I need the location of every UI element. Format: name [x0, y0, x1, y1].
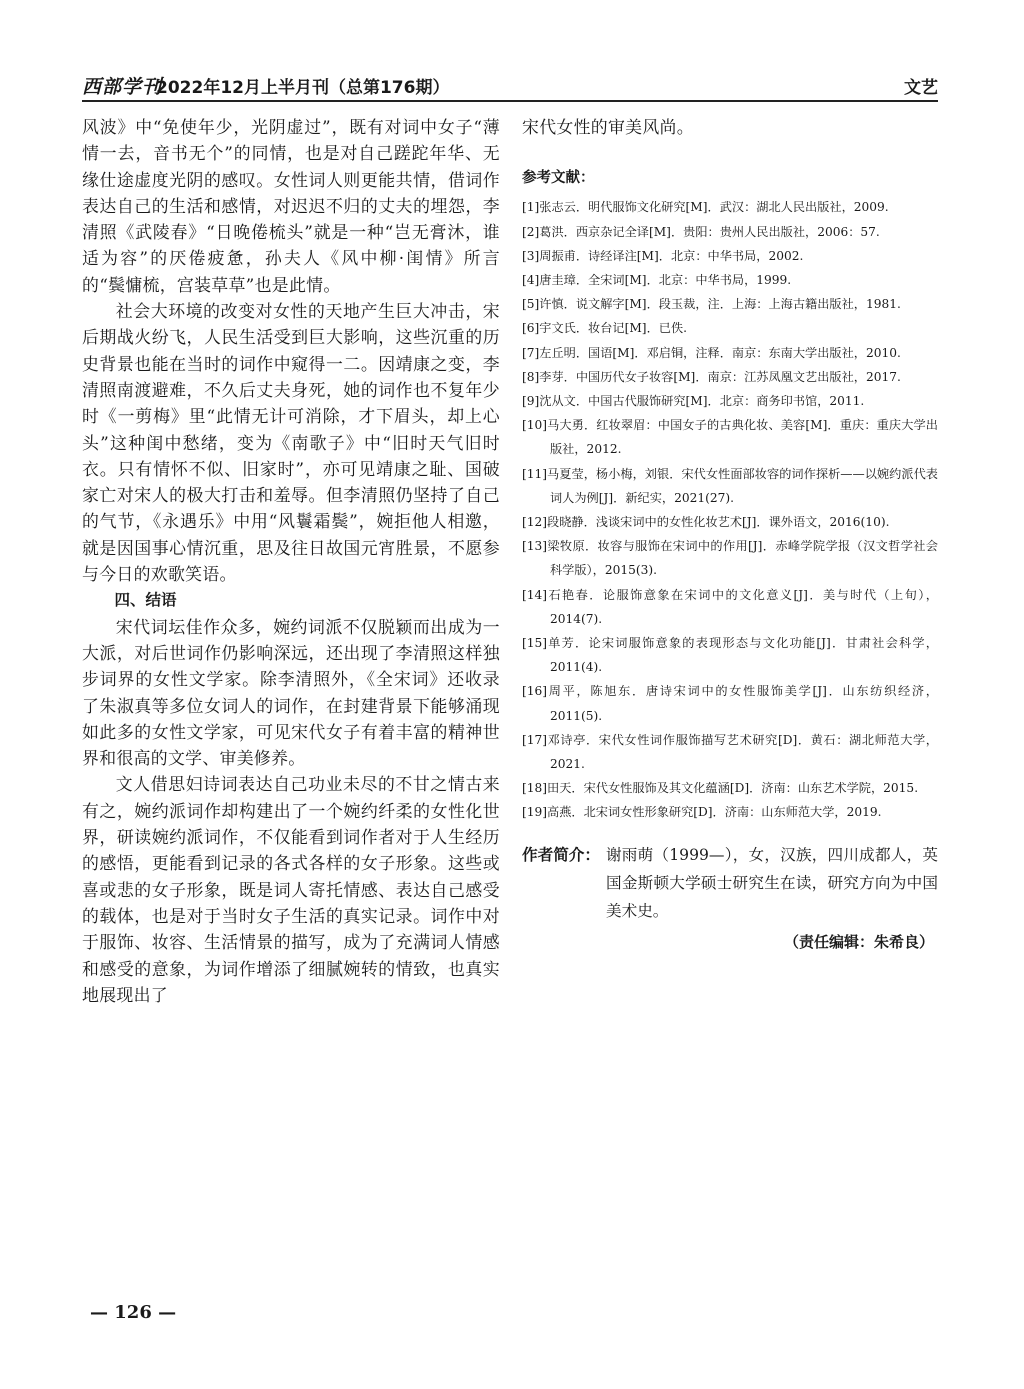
journal-logo: 西部学刊: [82, 76, 163, 98]
reference-item: [12]段晓静．浅谈宋词中的女性化妆艺术[J]．课外语文，2016(10).: [522, 514, 890, 529]
reference-item: [15]单芳．论宋词服饰意象的表现形态与文化功能[J]．甘肃社会科学，2011(4).: [522, 635, 938, 675]
page-number: — 126 —: [90, 1302, 177, 1323]
references-title: 参考文献：: [522, 170, 595, 187]
author-bio-label: 作者简介：: [522, 845, 600, 864]
reference-item: [11]马夏莹，杨小梅，刘银．宋代女性面部妆容的词作探析——以婉约派代表词人为例[J]．新纪实，2021(27).: [522, 466, 938, 505]
issue-info: 2022年12月上半月刊（总第176期）: [156, 78, 450, 98]
responsible-editor: （责任编辑：朱希良）: [783, 932, 934, 951]
reference-item: [10]马大勇．红妆翠眉：中国女子的古典化妆、美容[M]．重庆：重庆大学出版社，2012.: [522, 418, 938, 457]
right-column: [522, 114, 938, 952]
reference-item: [13]梁牧原．妆容与服饰在宋词中的作用[J]．赤峰学院学报（汉文哲学社会科学版），2015(3).: [522, 539, 938, 578]
reference-item: [4]唐圭璋．全宋词[M]．北京：中华书局，1999.: [522, 272, 792, 287]
reference-item: [19]高燕．北宋词女性形象研究[D]．济南：山东师范大学，2019.: [522, 805, 882, 820]
header-rule: [82, 100, 938, 102]
reference-item: [18]田天．宋代女性服饰及其文化蕴涵[D]．济南：山东艺术学院，2015.: [522, 781, 919, 796]
body-paragraph: 风波》中“免使年少，光阴虚过”，既有对词中女子“薄情一去，音书无个”的同情，也是对自己蹉跎年华、无缘仕途虚度光阴的感叹。女性词人则更能共情，借词作表达自己的生活和感情，对迟迟不归的丈夫的埋怨，李清照《武陵春》“日晚倦梳头”就是一种“岂无膏沐，谁适为容”的厌倦疲惫，孙夫人《风中柳·闺情》所言的“鬓慵梳，宫装草草”也是此情。: [82, 117, 500, 295]
reference-item: [17]邓诗亭．宋代女性词作服饰描写艺术研究[D]．黄石：湖北师范大学，2021.: [522, 732, 938, 771]
body-paragraph: 文人借思妇诗词表达自己功业未尽的不甘之情古来有之，婉约派词作却构建出了一个婉约纤柔的女性化世界，研读婉约派词作，不仅能看到词作者对于人生经历的感悟，更能看到记录的各式各样的女子形象。这些或喜或悲的女子形象，既是词人寄托情感、表达自己感受的载体，也是对于当时女子生活的真实记录。词作中对于服饰、妆容、生活情景的描写，成为了充满词人情感和感受的意象，为词作增添了细腻婉转的情致，也真实地展现出了: [82, 774, 500, 1005]
section-name: 文艺: [904, 78, 938, 98]
left-column: [82, 114, 500, 1008]
body-paragraph: 社会大环境的改变对女性的天地产生巨大冲击，宋后期战火纷飞，人民生活受到巨大影响，这些沉重的历史背景也能在当时的词作中窥得一二。因靖康之变，李清照南渡避难，不久后丈夫身死，她的词作也不复年少时《一剪梅》里“此情无计可消除，才下眉头，却上心头”这种闺中愁绪，变为《南歌子》中“旧时天气旧时衣。只有情怀不似、旧家时”，亦可见靖康之耻、国破家亡对宋人的极大打击和羞辱。但李清照仍坚持了自己的气节，《永遇乐》中用“风鬟霜鬓”，婉拒他人相邀，就是因国事心情沉重，思及往日故国元宵胜景，不愿参与今日的欢歌笑语。: [82, 301, 500, 585]
reference-item: [8]李芽．中国历代女子妆容[M]．南京：江苏凤凰文艺出版社，2017.: [522, 369, 901, 384]
reference-item: [9]沈从文．中国古代服饰研究[M]．北京：商务印书馆，2011.: [522, 393, 865, 408]
section-heading: 四、结语: [114, 591, 177, 610]
reference-item: [2]葛洪．西京杂记全译[M]．贵阳：贵州人民出版社，2006：57.: [522, 224, 880, 239]
body-paragraph: 宋代词坛佳作众多，婉约词派不仅脱颖而出成为一大派，对后世词作仍影响深远，还出现了李清照这样独步词界的女性文学家。除李清照外，《全宋词》还收录了朱淑真等多位女词人的词作，在封建背景下能够涌现如此多的女性文学家，可见宋代女子有着丰富的精神世界和很高的文学、审美修养。: [82, 616, 500, 769]
reference-item: [3]周振甫．诗经译注[M]．北京：中华书局，2002.: [522, 248, 804, 263]
reference-item: [14]石艳春．论服饰意象在宋词中的文化意义[J]．美与时代（上旬），2014(7).: [522, 587, 938, 626]
author-bio: [522, 841, 938, 925]
reference-item: [16]周平，陈旭东．唐诗宋词中的女性服饰美学[J]．山东纺织经济，2011(5).: [522, 684, 938, 723]
reference-item: [1]张志云．明代服饰文化研究[M]．武汉：湖北人民出版社，2009.: [522, 200, 889, 215]
reference-item: [6]宇文氏．妆台记[M]．已佚.: [522, 321, 688, 336]
author-bio-text: 谢雨萌（1999—），女，汉族，四川成都人，英国金斯顿大学硕士研究生在读，研究方向为中国美术史。: [606, 845, 938, 920]
reference-list: [522, 195, 938, 824]
body-paragraph-continued: 宋代女性的审美风尚。: [522, 117, 694, 137]
reference-item: [7]左丘明．国语[M]．邓启铜，注释．南京：东南大学出版社，2010.: [522, 345, 901, 360]
running-header: [82, 68, 938, 98]
reference-item: [5]许慎．说文解字[M]．段玉裁，注．上海：上海古籍出版社，1981.: [522, 297, 901, 312]
